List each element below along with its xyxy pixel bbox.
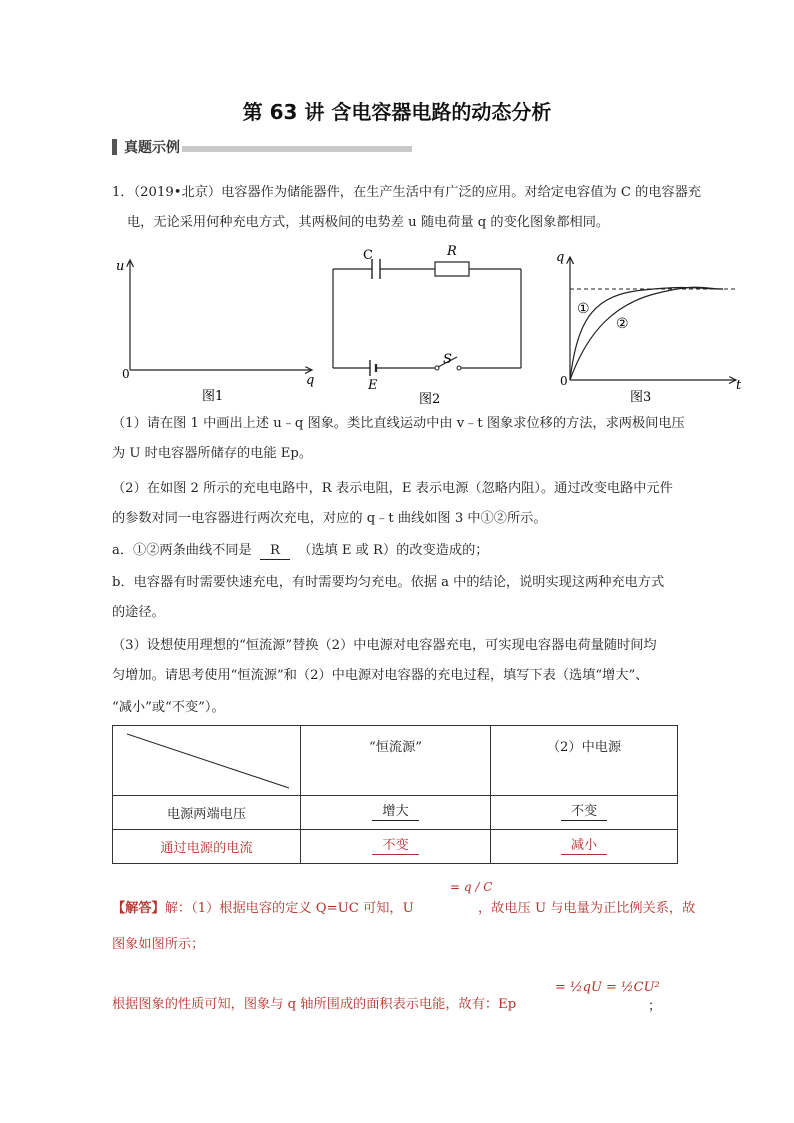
part-a-answer: R xyxy=(260,543,290,560)
part-a-prefix: a．①②两条曲线不同是 xyxy=(112,543,252,558)
table-cell: 减小 xyxy=(561,838,607,855)
part3-line-2: 匀增加。请思考使用“恒流源”和（2）中电源对电容器的充电过程，填写下表（选填“增大”、 xyxy=(112,668,649,683)
answer-line-3: 根据图象的性质可知，图象与 q 轴所围成的面积表示电能，故有：Ep xyxy=(112,997,517,1012)
question-number: 1． xyxy=(112,185,134,200)
part-a-suffix: （选填 E 或 R）的改变造成的； xyxy=(298,543,489,558)
fig3-y-label: q xyxy=(556,250,565,265)
answer-table xyxy=(112,725,678,864)
curve-2-label: ② xyxy=(616,316,629,332)
part1-line-1: （1）请在图 1 中画出上述 u﹣q 图象。类比直线运动中由 v﹣t 图象求位移的方法，求两极间电压 xyxy=(112,416,685,431)
fig1-origin: 0 xyxy=(122,367,130,381)
table-row xyxy=(113,796,678,830)
question-line-1 xyxy=(112,183,701,203)
fig1-x-label: q xyxy=(306,373,315,388)
table-cell: 增大 xyxy=(372,804,418,821)
answer-line-1 xyxy=(112,899,414,919)
figure-2 xyxy=(325,243,535,413)
part1-line-2: 为 U 时电容器所储存的电能 Ep。 xyxy=(112,446,313,461)
fig1-caption: 图1 xyxy=(202,389,224,404)
resistor-symbol xyxy=(435,262,469,276)
part3-line-3: “减小”或“不变”）。 xyxy=(112,700,225,715)
page-title: 第 63 讲 含电容器电路的动态分析 xyxy=(242,100,552,124)
section-rule xyxy=(182,146,412,152)
part2-line-1: （2）在如图 2 所示的充电电路中，R 表示电阻，E 表示电源（忽略内阻）。通过改变电路中元件 xyxy=(112,481,673,496)
switch-label: S xyxy=(443,352,452,367)
answer-line-3-end: ； xyxy=(648,999,662,1014)
curve-1 xyxy=(570,287,723,380)
part-b-line-2: 的途径。 xyxy=(112,605,165,620)
curve-2 xyxy=(570,287,723,380)
resistor-label: R xyxy=(447,244,457,259)
part3-line-1: （3）设想使用理想的“恒流源”替换（2）中电源对电容器充电，可实现电容器电荷量随时间均 xyxy=(112,638,657,653)
source-label: E xyxy=(368,378,378,393)
question-text-1: （2019•北京）电容器作为储能器件，在生产生活中有广泛的应用。对给定电容值为 C 的电容器充 xyxy=(133,185,702,200)
question-text-2: 电，无论采用何种充电方式，其两极间的电势差 u 随电荷量 q 的变化图象都相同。 xyxy=(127,215,610,230)
answer-text-1b: ，故电压 U 与电量为正比例关系，故 xyxy=(478,901,696,916)
table-cell: 不变 xyxy=(561,804,607,821)
table-header-part2-source: （2）中电源 xyxy=(491,726,678,796)
table-diagonal xyxy=(113,726,300,795)
table-row-label: 电源两端电压 xyxy=(113,796,301,830)
fig1-y-label: u xyxy=(116,259,125,274)
figure-1 xyxy=(112,250,322,410)
part-b-line-1: b．电容器有时需要快速充电，有时需要均匀充电。依据 a 中的结论，说明实现这两种充电方式 xyxy=(112,575,665,590)
answer-line-2: 图象如图所示； xyxy=(112,937,205,952)
table-header-constant-source: “恒流源” xyxy=(301,726,491,796)
table-cell: 不变 xyxy=(372,838,418,855)
answer-text-1a: 解：（1）根据电容的定义 Q=UC 可知，U xyxy=(164,901,414,916)
fig3-caption: 图3 xyxy=(630,390,652,405)
answer-tag: 【解答】 xyxy=(112,901,165,916)
table-row xyxy=(113,830,678,864)
table-row-label: 通过电源的电流 xyxy=(113,830,301,864)
part2-line-2: 的参数对同一电容器进行两次充电，对应的 q﹣t 曲线如图 3 中①②所示。 xyxy=(112,511,547,526)
part-a-line xyxy=(112,541,488,561)
fig2-caption: 图2 xyxy=(419,392,441,407)
equation-energy: = ½qU = ½CU² xyxy=(555,980,660,995)
curve-1-label: ① xyxy=(577,301,590,317)
fig3-origin: 0 xyxy=(560,374,568,388)
capacitor-label: C xyxy=(363,248,373,263)
section-marker xyxy=(112,139,117,155)
equation-u-q-over-c: = q / C xyxy=(450,880,493,894)
fig3-x-label: t xyxy=(736,378,742,393)
figure-3 xyxy=(548,245,748,410)
table-corner-cell xyxy=(113,726,301,796)
section-label: 真题示例 xyxy=(124,140,180,156)
